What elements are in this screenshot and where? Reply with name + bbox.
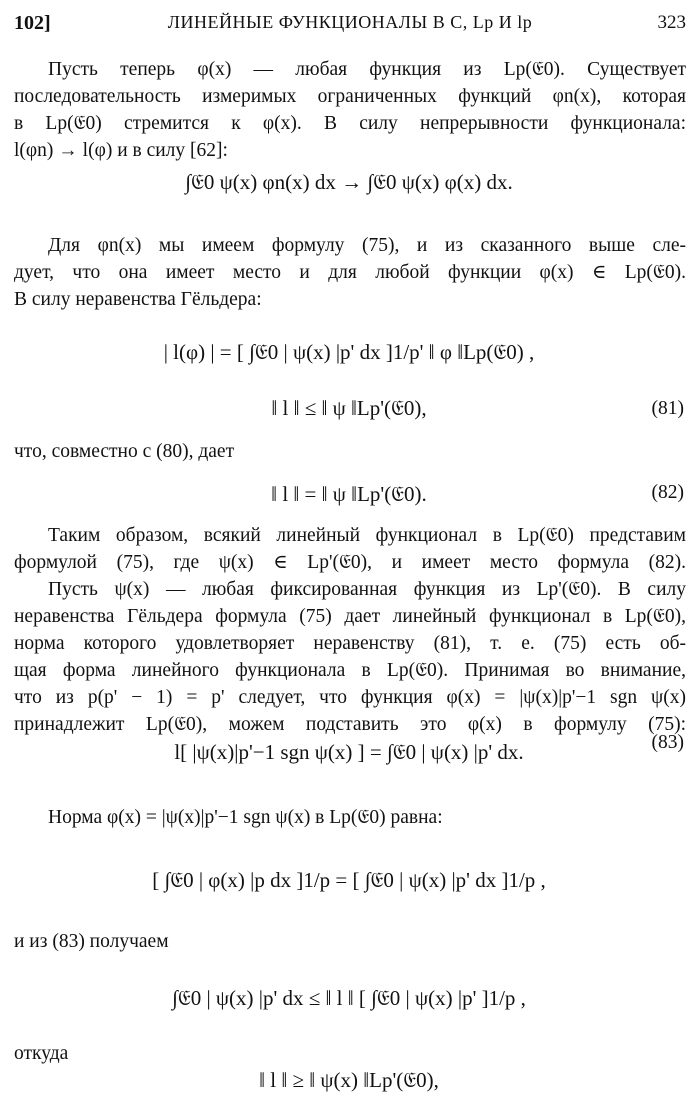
equation-number-81: (81) [651,398,684,419]
running-header [14,8,686,38]
text-line: и из (83) получаем [14,931,169,952]
text-line: Для φn(x) мы имеем формулу (75), и из сказанного выше сле- [48,235,686,256]
paragraph-4 [14,522,686,738]
text-line: что из p(p' − 1) = p' следует, что функция φ(x) = |ψ(x)|p'−1 sgn ψ(x) [14,687,686,708]
text-line: Пусть теперь φ(x) — любая функция из Lp(𝔈0). Существует [48,59,686,80]
text-line: дует, что она имеет место и для любой функции φ(x) ∈ Lp(𝔈0). [14,262,686,283]
text-line: Норма φ(x) = |ψ(x)|p'−1 sgn ψ(x) в Lp(𝔈0) равна: [48,807,443,828]
formula-inequality: ∫𝔈0 | ψ(x) |p' dx ≤ ‖ l ‖ [ ∫𝔈0 | ψ(x) |p' ]1/p , [172,986,526,1010]
text-line: В силу неравенства Гёльдера: [14,289,262,310]
text-line: что, совместно с (80), дает [14,441,235,462]
text-line: щая форма линейного функционала в Lp(𝔈0). Принимая во внимание, [14,660,686,681]
text-line: неравенства Гёльдера формула (75) дает линейный функционал в Lp(𝔈0), [14,606,686,627]
running-title: ЛИНЕЙНЫЕ ФУНКЦИОНАЛЫ В C, Lp И lp [167,12,533,32]
formula-83: l[ |ψ(x)|p'−1 sgn ψ(x) ] = ∫𝔈0 | ψ(x) |p' dx. [174,740,524,764]
equation-number-83: (83) [651,732,684,753]
formula-norm-lower-bound: ‖ l ‖ ≥ ‖ ψ(x) ‖Lp'(𝔈0), [259,1068,439,1092]
text-line: Пусть ψ(x) — любая фиксированная функция из Lp'(𝔈0). В силу [48,579,686,600]
page-number: 323 [657,12,686,33]
section-ref: 102] [14,12,51,34]
paragraph-6 [14,928,686,955]
paragraph-5 [14,804,686,831]
text-line: в Lp(𝔈0) стремится к φ(x). В силу непрерывности функционала: [14,113,686,134]
text-line: откуда [14,1043,69,1064]
text-line: последовательность измеримых ограниченных функций φn(x), которая [14,86,686,107]
formula-norm-phi: [ ∫𝔈0 | φ(x) |p dx ]1/p = [ ∫𝔈0 | ψ(x) |p' dx ]1/p , [152,868,546,892]
text-line: l(φn) → l(φ) и в силу [62]: [14,140,228,161]
text-line: норма которого удовлетворяет неравенству (81), т. е. (75) есть об- [14,633,686,654]
formula-holder-abs: | l(φ) | = [ ∫𝔈0 | ψ(x) |p' dx ]1/p' ‖ φ ‖Lp(𝔈0) , [163,340,535,364]
formula-81: ‖ l ‖ ≤ ‖ ψ ‖Lp'(𝔈0), [271,396,427,420]
formula-limit: ∫𝔈0 ψ(x) φn(x) dx → ∫𝔈0 ψ(x) φ(x) dx. [185,170,513,194]
paragraph-2 [14,232,686,313]
text-line: формулой (75), где ψ(x) ∈ Lp'(𝔈0), и имеет место формула (82). [14,552,686,573]
formula-82: ‖ l ‖ = ‖ ψ ‖Lp'(𝔈0). [271,482,427,506]
paragraph-1 [14,56,686,164]
paragraph-3 [14,438,686,465]
text-line: принадлежит Lp(𝔈0), можем подставить это φ(x) в формулу (75): [14,714,686,735]
text-line: Таким образом, всякий линейный функционал в Lp(𝔈0) представим [48,525,686,546]
paragraph-7 [14,1040,686,1067]
equation-number-82: (82) [651,482,684,503]
